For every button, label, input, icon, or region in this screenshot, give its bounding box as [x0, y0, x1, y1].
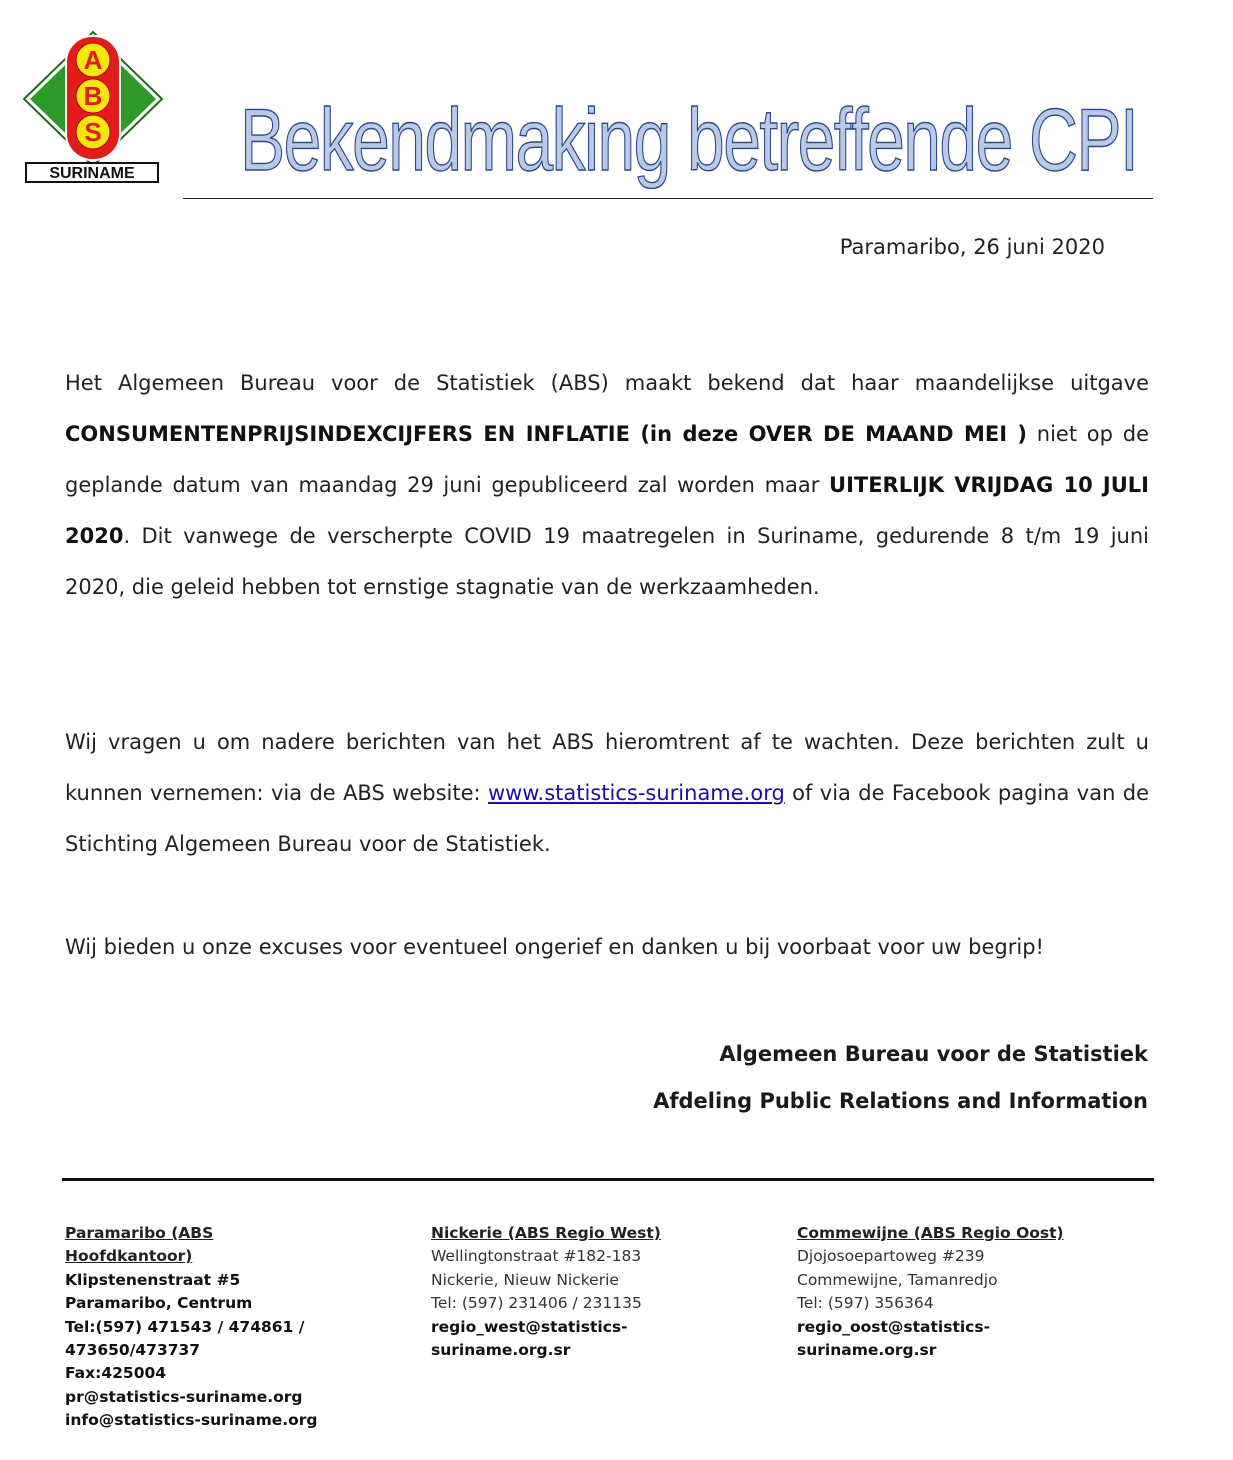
- logo-caption: SURINAME: [49, 165, 135, 182]
- footer-email-info[interactable]: info@statistics-suriname.org: [65, 1411, 318, 1430]
- footer-city-line: Paramaribo, Centrum: [65, 1294, 253, 1313]
- footer-column-commewijne: [797, 1222, 1127, 1362]
- page-title: Bekendmaking betreffende CPI: [240, 90, 1138, 189]
- logo-letter-a: A: [83, 45, 103, 75]
- footer-address-line: Wellingtonstraat #182-183: [431, 1247, 642, 1266]
- document-date: Paramaribo, 26 juni 2020: [839, 235, 1105, 259]
- signature-organization: Algemeen Bureau voor de Statistiek: [719, 1042, 1148, 1066]
- abs-suriname-logo: [22, 30, 164, 184]
- footer-heading-paramaribo: Paramaribo (ABS Hoofdkantoor): [65, 1224, 214, 1266]
- footer-phone-line: Tel: (597) 356364: [797, 1294, 934, 1313]
- website-link[interactable]: www.statistics-suriname.org: [487, 781, 785, 805]
- footer-email-regio-oost[interactable]: regio_oost@statistics-suriname.org.sr: [797, 1317, 991, 1360]
- logo-letter-s: S: [84, 117, 102, 147]
- footer-city-line: Commewijne, Tamanredjo: [797, 1270, 998, 1289]
- footer-email-regio-west[interactable]: regio_west@statistics-suriname.org.sr: [431, 1317, 628, 1360]
- footer-heading-nickerie: Nickerie (ABS Regio West): [431, 1224, 661, 1242]
- follow-up-text-1: Wij vragen u om nadere berichten van het ABS hieromtrent af te wachten. Deze berichten zult u kunnen vernemen: via de ABS website:: [65, 730, 1149, 805]
- logo-letter-b: B: [83, 81, 103, 111]
- footer-address-line: Klipstenenstraat #5: [65, 1270, 241, 1289]
- announcement-text-3: . Dit vanwege de verscherpte COVID 19 maatregelen in Suriname, gedurende 8 t/m 19 juni 2020, die geleid hebben tot ernstige stagnatie van de werkzaamheden.: [65, 524, 1149, 599]
- signature-block: [653, 1031, 1148, 1125]
- follow-up-text-2: of via de Facebook pagina van de Stichting Algemeen Bureau voor de Statistiek.: [65, 781, 1149, 856]
- footer-column-paramaribo: [65, 1222, 345, 1433]
- footer-phone-line: Tel: (597) 231406 / 231135: [431, 1294, 642, 1313]
- footer-column-nickerie: [431, 1222, 761, 1362]
- footer-heading-commewijne: Commewijne (ABS Regio Oost): [797, 1224, 1064, 1242]
- footer-city-line: Nickerie, Nieuw Nickerie: [431, 1270, 619, 1289]
- footer-phone-line: Tel:(597) 471543 / 474861 / 473650/473737: [65, 1317, 305, 1360]
- footer-email-pr[interactable]: pr@statistics-suriname.org: [65, 1387, 303, 1406]
- paragraph-follow-up: [65, 717, 1149, 870]
- signature-department: Afdeling Public Relations and Information: [653, 1089, 1148, 1113]
- footer-address-line: Djojosoepartoweg #239: [797, 1247, 985, 1266]
- title-divider: [183, 198, 1153, 199]
- publication-name: CONSUMENTENPRIJSINDEXCIJFERS EN INFLATIE (in deze OVER DE MAAND MEI ): [65, 422, 1028, 446]
- footer-fax-line: Fax:425004: [65, 1364, 167, 1383]
- new-publication-date: UITERLIJK VRIJDAG 10 JULI 2020: [65, 473, 1149, 548]
- announcement-text-2: niet op de geplande datum van maandag 29 juni gepubliceerd zal worden maar: [65, 422, 1149, 497]
- paragraph-apology: Wij bieden u onze excuses voor eventueel ongerief en danken u bij voorbaat voor uw begrip!: [65, 935, 1044, 959]
- paragraph-announcement: [65, 358, 1149, 613]
- announcement-text-1: Het Algemeen Bureau voor de Statistiek (ABS) maakt bekend dat haar maandelijkse uitgave: [65, 371, 1149, 395]
- footer-divider: [62, 1178, 1154, 1181]
